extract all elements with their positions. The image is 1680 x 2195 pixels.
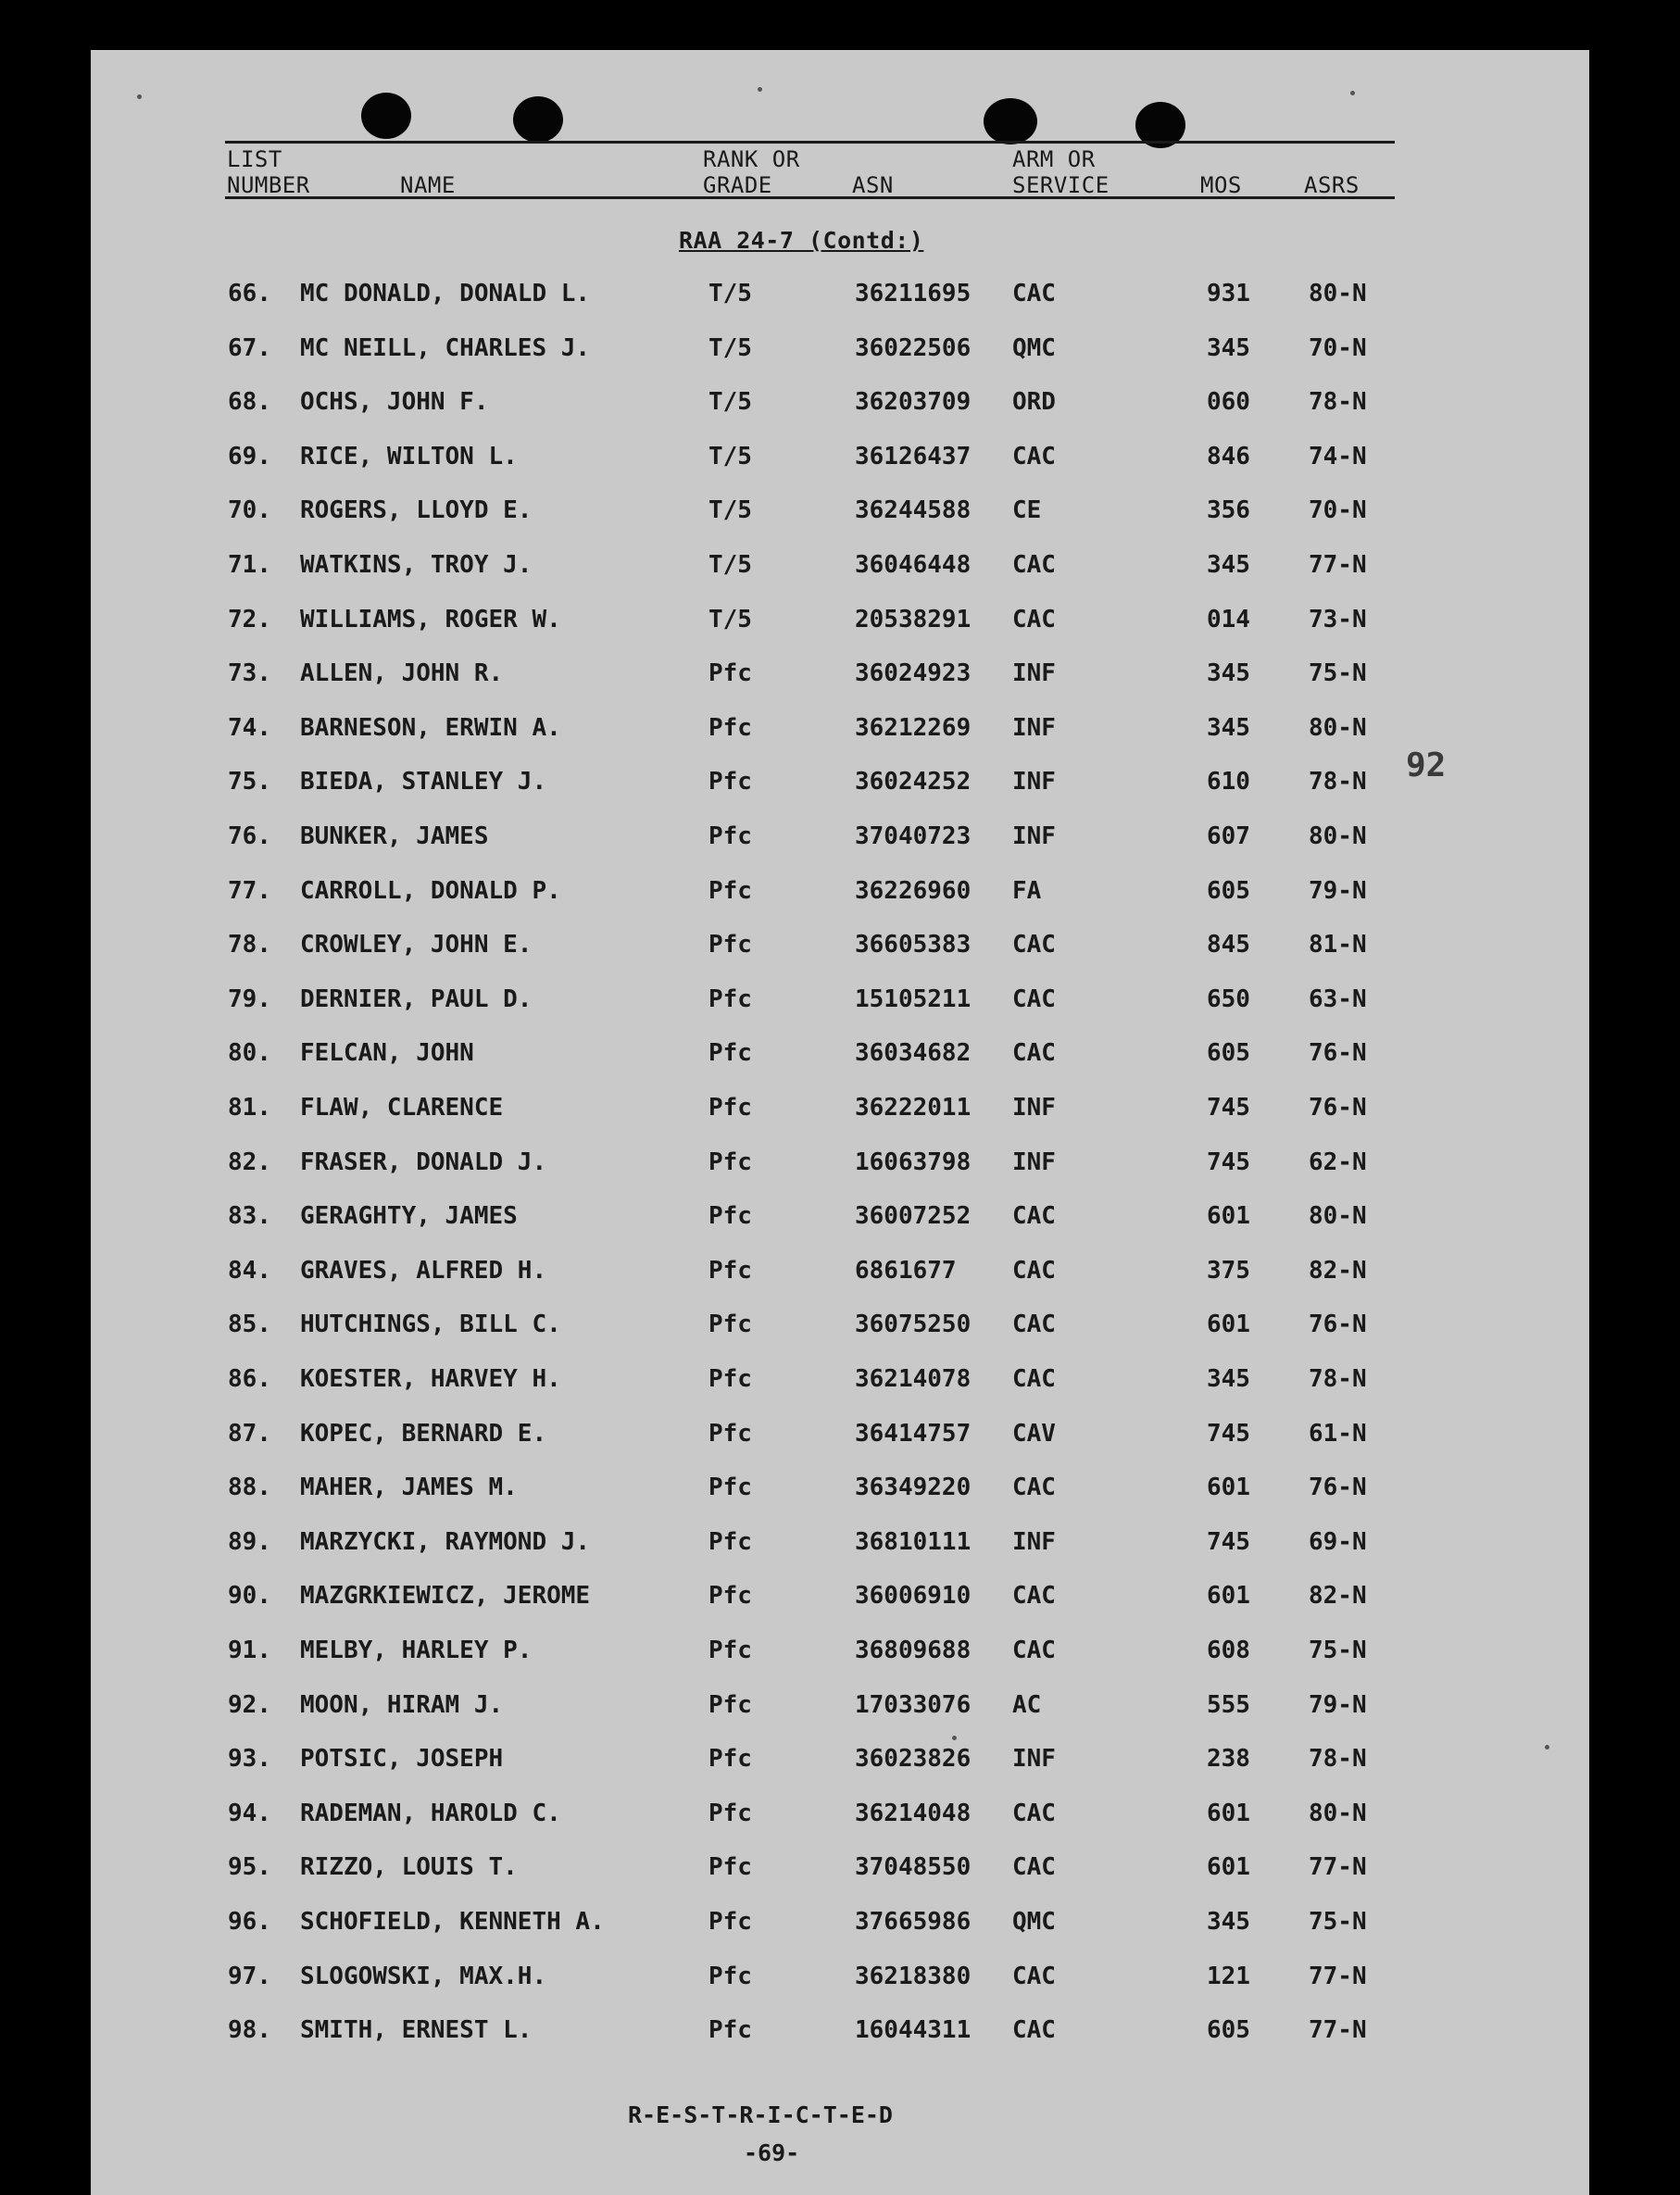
- row-asrs: 80-N: [1309, 713, 1367, 742]
- row-name: MOON, HIRAM J.: [300, 1690, 504, 1719]
- row-name: BUNKER, JAMES: [300, 822, 489, 850]
- row-asn: 36034682: [855, 1039, 972, 1068]
- row-asn: 36203709: [855, 388, 972, 417]
- row-name: ROGERS, LLOYD E.: [300, 496, 533, 525]
- row-rank: Pfc: [708, 1419, 752, 1448]
- row-asrs: 78-N: [1309, 1365, 1367, 1393]
- row-asn: 36809688: [855, 1637, 972, 1664]
- table-row: [91, 1963, 1589, 2000]
- row-mos: 846: [1207, 442, 1250, 470]
- punch-hole: [984, 98, 1037, 144]
- header-rank-line1: RANK OR: [703, 146, 800, 172]
- row-name: RIZZO, LOUIS T.: [300, 1853, 518, 1882]
- row-asrs: 80-N: [1309, 1202, 1367, 1231]
- row-name: MELBY, HARLEY P.: [300, 1637, 533, 1664]
- row-asn: 15105211: [855, 985, 972, 1013]
- row-rank: Pfc: [708, 1474, 752, 1502]
- row-asn: 36222011: [855, 1094, 972, 1122]
- row-mos: 060: [1207, 388, 1250, 417]
- header-asn: [852, 172, 894, 198]
- classification-footer: R-E-S-T-R-I-C-T-E-D: [628, 2101, 893, 2128]
- row-mos: 605: [1207, 876, 1250, 905]
- row-rank: T/5: [708, 388, 752, 417]
- row-arm: CAC: [1012, 985, 1056, 1013]
- row-asrs: 69-N: [1309, 1527, 1367, 1556]
- header-name: [400, 172, 456, 198]
- row-rank: Pfc: [708, 931, 752, 960]
- row-mos: 345: [1207, 1365, 1250, 1393]
- row-mos: 601: [1207, 1311, 1250, 1339]
- row-mos: 345: [1207, 659, 1250, 688]
- row-mos: 601: [1207, 1582, 1250, 1611]
- row-rank: Pfc: [708, 1908, 752, 1936]
- row-num: 97.: [228, 1962, 271, 1990]
- row-asn: 36226960: [855, 876, 972, 905]
- row-rank: T/5: [708, 280, 752, 307]
- row-mos: 356: [1207, 496, 1250, 525]
- row-asrs: 81-N: [1309, 931, 1367, 960]
- row-rank: T/5: [708, 442, 752, 470]
- row-mos: 601: [1207, 1853, 1250, 1882]
- row-asn: 36810111: [855, 1527, 972, 1556]
- row-rank: T/5: [708, 496, 752, 525]
- row-num: 87.: [228, 1419, 271, 1448]
- row-asn: 37040723: [855, 822, 972, 850]
- row-asrs: 77-N: [1309, 2016, 1367, 2045]
- row-num: 78.: [228, 931, 271, 960]
- row-arm: INF: [1012, 1527, 1056, 1556]
- row-name: KOPEC, BERNARD E.: [300, 1419, 547, 1448]
- row-num: 79.: [228, 985, 271, 1013]
- row-asn: 37665986: [855, 1908, 972, 1936]
- row-asrs: 73-N: [1309, 605, 1367, 633]
- row-asrs: 76-N: [1309, 1474, 1367, 1502]
- row-name: KOESTER, HARVEY H.: [300, 1365, 561, 1393]
- punch-hole: [513, 96, 563, 143]
- row-mos: 745: [1207, 1527, 1250, 1556]
- row-arm: INF: [1012, 659, 1056, 688]
- row-num: 89.: [228, 1527, 271, 1556]
- row-num: 75.: [228, 768, 271, 796]
- row-arm: CAV: [1012, 1419, 1056, 1448]
- row-asn: 16044311: [855, 2016, 972, 2045]
- row-name: MARZYCKI, RAYMOND J.: [300, 1527, 591, 1556]
- row-name: BARNESON, ERWIN A.: [300, 713, 561, 742]
- row-name: SCHOFIELD, KENNETH A.: [300, 1908, 605, 1936]
- paper-speck: [952, 1736, 957, 1740]
- paper-speck: [1350, 91, 1355, 95]
- row-rank: T/5: [708, 551, 752, 579]
- row-name: RICE, WILTON L.: [300, 442, 518, 470]
- row-mos: 601: [1207, 1799, 1250, 1827]
- row-arm: CAC: [1012, 2016, 1056, 2045]
- row-arm: FA: [1012, 876, 1042, 905]
- row-num: 96.: [228, 1908, 271, 1936]
- row-arm: CAC: [1012, 1582, 1056, 1611]
- row-arm: CAC: [1012, 1202, 1056, 1231]
- table-row: [91, 877, 1589, 914]
- row-asrs: 78-N: [1309, 388, 1367, 417]
- row-asn: 36007252: [855, 1202, 972, 1231]
- table-row: [91, 768, 1589, 805]
- row-asn: 6861677: [855, 1256, 957, 1285]
- row-num: 77.: [228, 876, 271, 905]
- row-num: 86.: [228, 1365, 271, 1393]
- paper-speck: [1545, 1745, 1549, 1750]
- row-arm: ORD: [1012, 388, 1056, 417]
- row-asrs: 77-N: [1309, 551, 1367, 579]
- row-asrs: 80-N: [1309, 1799, 1367, 1827]
- row-asrs: 75-N: [1309, 1908, 1367, 1936]
- table-row: [91, 1528, 1589, 1565]
- row-arm: CAC: [1012, 1039, 1056, 1068]
- header-mos: [1200, 172, 1242, 198]
- table-row: [91, 1257, 1589, 1294]
- row-rank: Pfc: [708, 1690, 752, 1719]
- row-rank: Pfc: [708, 1256, 752, 1285]
- row-arm: INF: [1012, 1094, 1056, 1122]
- row-asn: 36212269: [855, 713, 972, 742]
- table-row: [91, 1474, 1589, 1511]
- row-mos: 345: [1207, 713, 1250, 742]
- row-rank: Pfc: [708, 1365, 752, 1393]
- row-mos: 238: [1207, 1745, 1250, 1774]
- row-num: 69.: [228, 442, 271, 470]
- row-mos: 601: [1207, 1202, 1250, 1231]
- row-arm: QMC: [1012, 333, 1056, 362]
- row-mos: 605: [1207, 1039, 1250, 1068]
- row-rank: Pfc: [708, 822, 752, 850]
- row-rank: T/5: [708, 333, 752, 362]
- row-asn: 36211695: [855, 280, 972, 307]
- row-asn: 36006910: [855, 1582, 972, 1611]
- row-asn: 36046448: [855, 551, 972, 579]
- row-name: OCHS, JOHN F.: [300, 388, 489, 417]
- row-arm: CE: [1012, 496, 1042, 525]
- row-arm: CAC: [1012, 1474, 1056, 1502]
- table-row: [91, 2016, 1589, 2053]
- table-row: [91, 1691, 1589, 1728]
- header-arm-line1: ARM OR: [1012, 146, 1096, 172]
- row-rank: Pfc: [708, 768, 752, 796]
- row-rank: Pfc: [708, 2016, 752, 2045]
- row-name: POTSIC, JOSEPH: [300, 1745, 504, 1774]
- table-row: [91, 1420, 1589, 1457]
- table-row: [91, 551, 1589, 588]
- header-asn-label: ASN: [852, 172, 894, 198]
- row-asrs: 61-N: [1309, 1419, 1367, 1448]
- row-asn: 36024252: [855, 768, 972, 796]
- row-mos: 375: [1207, 1256, 1250, 1285]
- row-arm: CAC: [1012, 1637, 1056, 1664]
- section-title: RAA 24-7 (Contd:): [679, 227, 924, 254]
- row-mos: 014: [1207, 605, 1250, 633]
- row-arm: QMC: [1012, 1908, 1056, 1936]
- row-asn: 36214078: [855, 1365, 972, 1393]
- table-row: [91, 334, 1589, 371]
- row-name: SLOGOWSKI, MAX.H.: [300, 1962, 547, 1990]
- header-asrs-label: ASRS: [1304, 172, 1360, 198]
- header-asrs: [1304, 172, 1360, 198]
- table-row: [91, 1365, 1589, 1402]
- row-mos: 745: [1207, 1094, 1250, 1122]
- row-name: CROWLEY, JOHN E.: [300, 931, 533, 960]
- row-mos: 745: [1207, 1148, 1250, 1176]
- row-rank: Pfc: [708, 1799, 752, 1827]
- row-mos: 345: [1207, 1908, 1250, 1936]
- row-num: 72.: [228, 605, 271, 633]
- table-row: [91, 280, 1589, 317]
- table-row: [91, 1094, 1589, 1131]
- row-asrs: 82-N: [1309, 1582, 1367, 1611]
- row-rank: Pfc: [708, 1962, 752, 1990]
- row-asrs: 75-N: [1309, 659, 1367, 688]
- row-asrs: 76-N: [1309, 1311, 1367, 1339]
- row-asrs: 79-N: [1309, 1690, 1367, 1719]
- row-arm: AC: [1012, 1690, 1042, 1719]
- header-top-rule: [225, 141, 1395, 144]
- table-row: [91, 1039, 1589, 1076]
- table-row: [91, 388, 1589, 425]
- header-list-number-line1: LIST: [227, 146, 282, 172]
- row-rank: Pfc: [708, 1582, 752, 1611]
- row-asrs: 76-N: [1309, 1039, 1367, 1068]
- row-arm: CAC: [1012, 1256, 1056, 1285]
- row-num: 73.: [228, 659, 271, 688]
- table-row: [91, 1311, 1589, 1348]
- row-name: DERNIER, PAUL D.: [300, 985, 533, 1013]
- row-num: 80.: [228, 1039, 271, 1068]
- row-num: 81.: [228, 1094, 271, 1122]
- table-row: [91, 985, 1589, 1022]
- row-num: 82.: [228, 1148, 271, 1176]
- row-num: 74.: [228, 713, 271, 742]
- row-asn: 16063798: [855, 1148, 972, 1176]
- table-row: [91, 443, 1589, 480]
- row-rank: T/5: [708, 605, 752, 633]
- row-num: 95.: [228, 1853, 271, 1882]
- row-rank: Pfc: [708, 1311, 752, 1339]
- row-asn: 36126437: [855, 442, 972, 470]
- row-num: 68.: [228, 388, 271, 417]
- row-rank: Pfc: [708, 876, 752, 905]
- row-asn: 36349220: [855, 1474, 972, 1502]
- row-arm: CAC: [1012, 931, 1056, 960]
- row-num: 93.: [228, 1745, 271, 1774]
- header-rank-line2: GRADE: [703, 172, 772, 198]
- table-row: [91, 606, 1589, 643]
- row-num: 90.: [228, 1582, 271, 1611]
- row-asrs: 74-N: [1309, 442, 1367, 470]
- row-arm: CAC: [1012, 1799, 1056, 1827]
- row-asn: 37048550: [855, 1853, 972, 1882]
- row-arm: INF: [1012, 822, 1056, 850]
- row-name: FRASER, DONALD J.: [300, 1148, 547, 1176]
- header-rank: [703, 146, 800, 198]
- row-name: MC NEILL, CHARLES J.: [300, 333, 591, 362]
- table-row: [91, 1908, 1589, 1945]
- row-rank: Pfc: [708, 1039, 752, 1068]
- row-mos: 345: [1207, 551, 1250, 579]
- document-page: [91, 50, 1589, 2195]
- header-arm-line2: SERVICE: [1012, 172, 1110, 198]
- row-name: ALLEN, JOHN R.: [300, 659, 504, 688]
- row-mos: 608: [1207, 1637, 1250, 1664]
- row-rank: Pfc: [708, 1094, 752, 1122]
- row-mos: 605: [1207, 2016, 1250, 2045]
- row-num: 66.: [228, 280, 271, 307]
- paper-speck: [137, 94, 142, 99]
- row-arm: CAC: [1012, 1311, 1056, 1339]
- row-asn: 17033076: [855, 1690, 972, 1719]
- row-name: WILLIAMS, ROGER W.: [300, 605, 561, 633]
- header-arm: [1012, 146, 1110, 198]
- row-arm: INF: [1012, 768, 1056, 796]
- row-num: 98.: [228, 2016, 271, 2045]
- row-num: 88.: [228, 1474, 271, 1502]
- row-asrs: 80-N: [1309, 822, 1367, 850]
- row-asn: 36218380: [855, 1962, 972, 1990]
- row-arm: CAC: [1012, 280, 1056, 307]
- row-asrs: 77-N: [1309, 1853, 1367, 1882]
- table-row: [91, 496, 1589, 533]
- row-arm: CAC: [1012, 1853, 1056, 1882]
- row-arm: CAC: [1012, 551, 1056, 579]
- row-asn: 36075250: [855, 1311, 972, 1339]
- row-asrs: 62-N: [1309, 1148, 1367, 1176]
- row-num: 70.: [228, 496, 271, 525]
- row-asrs: 78-N: [1309, 1745, 1367, 1774]
- row-asrs: 79-N: [1309, 876, 1367, 905]
- header-name-label: NAME: [400, 172, 456, 198]
- row-asrs: 70-N: [1309, 496, 1367, 525]
- row-rank: Pfc: [708, 1148, 752, 1176]
- row-mos: 345: [1207, 333, 1250, 362]
- header-list-number-line2: NUMBER: [227, 172, 310, 198]
- row-asn: 36023826: [855, 1745, 972, 1774]
- row-name: MAZGRKIEWICZ, JEROME: [300, 1582, 591, 1611]
- row-name: SMITH, ERNEST L.: [300, 2016, 533, 2045]
- row-mos: 745: [1207, 1419, 1250, 1448]
- row-asn: 36244588: [855, 496, 972, 525]
- row-arm: INF: [1012, 1745, 1056, 1774]
- row-arm: INF: [1012, 713, 1056, 742]
- row-mos: 601: [1207, 1474, 1250, 1502]
- row-mos: 555: [1207, 1690, 1250, 1719]
- row-name: BIEDA, STANLEY J.: [300, 768, 547, 796]
- row-rank: Pfc: [708, 659, 752, 688]
- row-arm: CAC: [1012, 1365, 1056, 1393]
- row-num: 92.: [228, 1690, 271, 1719]
- row-asrs: 70-N: [1309, 333, 1367, 362]
- row-arm: INF: [1012, 1148, 1056, 1176]
- row-rank: Pfc: [708, 1745, 752, 1774]
- row-num: 85.: [228, 1311, 271, 1339]
- row-name: MC DONALD, DONALD L.: [300, 280, 591, 307]
- row-mos: 845: [1207, 931, 1250, 960]
- table-row: [91, 1582, 1589, 1619]
- row-rank: Pfc: [708, 1527, 752, 1556]
- row-asrs: 80-N: [1309, 280, 1367, 307]
- row-name: WATKINS, TROY J.: [300, 551, 533, 579]
- header-mos-label: MOS: [1200, 172, 1242, 198]
- row-arm: CAC: [1012, 1962, 1056, 1990]
- row-name: FLAW, CLARENCE: [300, 1094, 504, 1122]
- row-asn: 36214048: [855, 1799, 972, 1827]
- row-name: RADEMAN, HAROLD C.: [300, 1799, 561, 1827]
- row-arm: CAC: [1012, 605, 1056, 633]
- row-name: FELCAN, JOHN: [300, 1039, 474, 1068]
- side-handwritten-mark: 92: [1406, 746, 1447, 784]
- row-asn: 36022506: [855, 333, 972, 362]
- table-row: [91, 1202, 1589, 1239]
- row-num: 71.: [228, 551, 271, 579]
- row-rank: Pfc: [708, 1202, 752, 1231]
- paper-speck: [758, 87, 762, 92]
- row-rank: Pfc: [708, 1853, 752, 1882]
- row-rank: Pfc: [708, 713, 752, 742]
- row-num: 94.: [228, 1799, 271, 1827]
- row-num: 84.: [228, 1256, 271, 1285]
- table-row: [91, 1148, 1589, 1185]
- row-mos: 931: [1207, 280, 1250, 307]
- row-mos: 610: [1207, 768, 1250, 796]
- table-row: [91, 714, 1589, 751]
- row-asrs: 78-N: [1309, 768, 1367, 796]
- page-number: -69-: [744, 2139, 800, 2166]
- row-num: 67.: [228, 333, 271, 362]
- row-asrs: 76-N: [1309, 1094, 1367, 1122]
- row-num: 83.: [228, 1202, 271, 1231]
- row-asrs: 77-N: [1309, 1962, 1367, 1990]
- table-row: [91, 1637, 1589, 1674]
- row-name: GERAGHTY, JAMES: [300, 1202, 518, 1231]
- table-row: [91, 1745, 1589, 1782]
- row-mos: 607: [1207, 822, 1250, 850]
- row-name: GRAVES, ALFRED H.: [300, 1256, 547, 1285]
- table-row: [91, 1800, 1589, 1837]
- table-row: [91, 822, 1589, 859]
- header-list-number: [227, 146, 310, 198]
- row-asrs: 82-N: [1309, 1256, 1367, 1285]
- row-rank: Pfc: [708, 1637, 752, 1664]
- row-num: 76.: [228, 822, 271, 850]
- punch-hole: [361, 93, 411, 139]
- row-asn: 36605383: [855, 931, 972, 960]
- row-name: MAHER, JAMES M.: [300, 1474, 518, 1502]
- row-asn: 20538291: [855, 605, 972, 633]
- row-asrs: 63-N: [1309, 985, 1367, 1013]
- row-mos: 650: [1207, 985, 1250, 1013]
- row-asn: 36414757: [855, 1419, 972, 1448]
- row-rank: Pfc: [708, 985, 752, 1013]
- table-row: [91, 1853, 1589, 1890]
- row-name: CARROLL, DONALD P.: [300, 876, 561, 905]
- row-mos: 121: [1207, 1962, 1250, 1990]
- row-arm: CAC: [1012, 442, 1056, 470]
- table-row: [91, 931, 1589, 968]
- row-name: HUTCHINGS, BILL C.: [300, 1311, 561, 1339]
- row-num: 91.: [228, 1637, 271, 1664]
- row-asn: 36024923: [855, 659, 972, 688]
- row-asrs: 75-N: [1309, 1637, 1367, 1664]
- table-row: [91, 659, 1589, 696]
